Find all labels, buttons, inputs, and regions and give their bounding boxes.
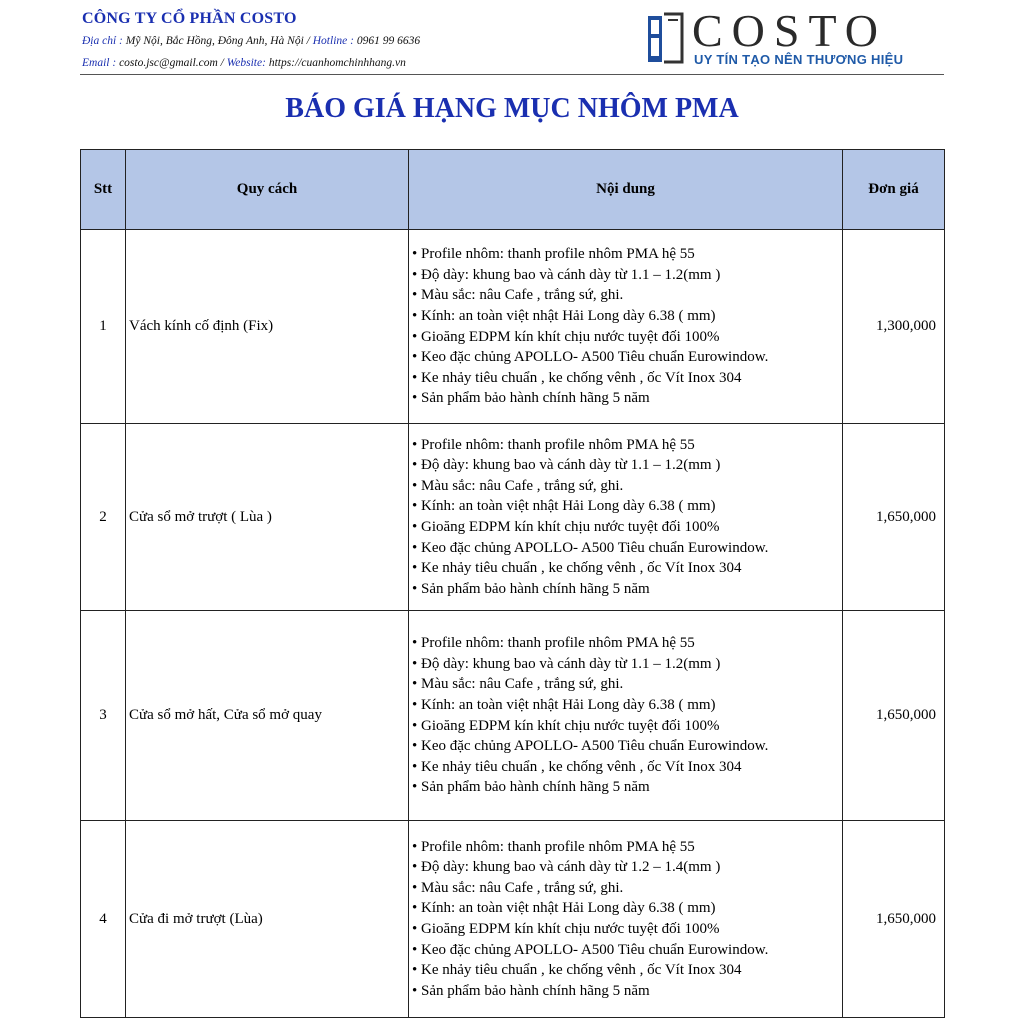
company-name: CÔNG TY CỔ PHẦN COSTO — [82, 10, 297, 27]
content-line: • Keo đặc chủng APOLLO- A500 Tiêu chuẩn Eurowindow. — [412, 738, 769, 755]
content-line: • Ke nhảy tiêu chuẩn , ke chống vênh , ốc Vít Inox 304 — [412, 369, 742, 386]
content-line: • Màu sắc: nâu Cafe , trắng sứ, ghi. — [412, 287, 624, 304]
content-line: • Màu sắc: nâu Cafe , trắng sứ, ghi. — [412, 676, 624, 693]
content-line: • Keo đặc chủng APOLLO- A500 Tiêu chuẩn Eurowindow. — [412, 941, 769, 958]
row-content — [409, 611, 843, 821]
row-price: 1,650,000 — [843, 611, 945, 821]
content-line: • Profile nhôm: thanh profile nhôm PMA hệ 55 — [412, 246, 695, 263]
content-line: • Sản phẩm bảo hành chính hãng 5 năm — [412, 982, 650, 999]
content-line: • Màu sắc: nâu Cafe , trắng sứ, ghi. — [412, 477, 624, 494]
header-divider — [80, 74, 944, 75]
content-line: • Độ dày: khung bao và cánh dày từ 1.1 – 1.2(mm ) — [412, 655, 721, 672]
row-spec: Cửa đi mở trượt (Lùa) — [126, 821, 409, 1018]
table-row — [81, 821, 945, 1018]
table-row — [81, 424, 945, 611]
email-value: costo.jsc@gmail.com / — [119, 57, 224, 69]
content-line: • Sản phẩm bảo hành chính hãng 5 năm — [412, 779, 650, 796]
row-spec: Cửa sổ mở trượt ( Lùa ) — [126, 424, 409, 611]
content-line: • Độ dày: khung bao và cánh dày từ 1.1 – 1.2(mm ) — [412, 457, 721, 474]
content-line: • Sản phẩm bảo hành chính hãng 5 năm — [412, 390, 650, 407]
header-content: Nội dung — [409, 150, 843, 230]
document-title: BÁO GIÁ HẠNG MỤC NHÔM PMA — [285, 93, 739, 124]
content-line: • Keo đặc chủng APOLLO- A500 Tiêu chuẩn Eurowindow. — [412, 539, 769, 556]
content-line: • Ke nhảy tiêu chuẩn , ke chống vênh , ốc Vít Inox 304 — [412, 560, 742, 577]
content-line: • Độ dày: khung bao và cánh dày từ 1.1 – 1.2(mm ) — [412, 266, 721, 283]
row-stt: 2 — [81, 424, 126, 611]
contact-line — [82, 57, 406, 69]
content-line: • Độ dày: khung bao và cánh dày từ 1.2 – 1.4(mm ) — [412, 859, 721, 876]
table-row — [81, 230, 945, 424]
content-line: • Profile nhôm: thanh profile nhôm PMA hệ 55 — [412, 635, 695, 652]
row-content — [409, 230, 843, 424]
door-logo-icon — [646, 12, 686, 64]
header-price: Đơn giá — [843, 150, 945, 230]
row-content — [409, 821, 843, 1018]
content-line: • Gioăng EDPM kín khít chịu nước tuyệt đối 100% — [412, 519, 720, 535]
header-stt: Stt — [81, 150, 126, 230]
content-line: • Ke nhảy tiêu chuẩn , ke chống vênh , ốc Vít Inox 304 — [412, 758, 742, 775]
website-label: Website: — [226, 57, 266, 69]
content-line: • Ke nhảy tiêu chuẩn , ke chống vênh , ốc Vít Inox 304 — [412, 962, 742, 979]
letterhead — [82, 5, 944, 76]
row-stt: 1 — [81, 230, 126, 424]
content-line: • Profile nhôm: thanh profile nhôm PMA hệ 55 — [412, 436, 695, 453]
website-value: https://cuanhomchinhhang.vn — [268, 57, 406, 69]
costo-logo — [642, 5, 942, 72]
content-line: • Gioăng EDPM kín khít chịu nước tuyệt đối 100% — [412, 328, 720, 345]
email-label: Email : — [82, 57, 117, 69]
row-spec: Vách kính cố định (Fix) — [126, 230, 409, 424]
logo-wordmark: COSTO — [692, 5, 887, 56]
content-line: • Kính: an toàn việt nhật Hải Long dày 6.38 ( mm) — [412, 498, 716, 515]
row-stt: 3 — [81, 611, 126, 821]
hotline-label: Hotline : — [312, 35, 354, 47]
address-line — [82, 35, 420, 47]
row-stt: 4 — [81, 821, 126, 1018]
address-value: Mỹ Nội, Bắc Hồng, Đông Anh, Hà Nội / — [125, 35, 310, 47]
header-spec: Quy cách — [126, 150, 409, 230]
logo-slogan: UY TÍN TẠO NÊN THƯƠNG HIỆU — [694, 52, 904, 67]
address-label: Địa chỉ : — [82, 35, 123, 47]
content-line: • Sản phẩm bảo hành chính hãng 5 năm — [412, 580, 650, 597]
row-spec: Cửa sổ mở hất, Cửa sổ mở quay — [126, 611, 409, 821]
row-price: 1,650,000 — [843, 821, 945, 1018]
row-content — [409, 424, 843, 611]
content-line: • Keo đặc chủng APOLLO- A500 Tiêu chuẩn Eurowindow. — [412, 349, 769, 366]
content-line: • Gioăng EDPM kín khít chịu nước tuyệt đối 100% — [412, 921, 720, 937]
table-row — [81, 611, 945, 821]
content-line: • Kính: an toàn việt nhật Hải Long dày 6.38 ( mm) — [412, 696, 716, 713]
row-price: 1,650,000 — [843, 424, 945, 611]
content-line: • Kính: an toàn việt nhật Hải Long dày 6.38 ( mm) — [412, 900, 716, 917]
content-line: • Gioăng EDPM kín khít chịu nước tuyệt đối 100% — [412, 717, 720, 734]
content-line: • Màu sắc: nâu Cafe , trắng sứ, ghi. — [412, 879, 624, 896]
hotline-value: 0961 99 6636 — [356, 35, 421, 47]
content-line: • Profile nhôm: thanh profile nhôm PMA hệ 55 — [412, 838, 695, 855]
price-table — [80, 149, 945, 1018]
content-line: • Kính: an toàn việt nhật Hải Long dày 6.38 ( mm) — [412, 307, 716, 324]
table-header-row — [81, 150, 945, 230]
row-price: 1,300,000 — [843, 230, 945, 424]
